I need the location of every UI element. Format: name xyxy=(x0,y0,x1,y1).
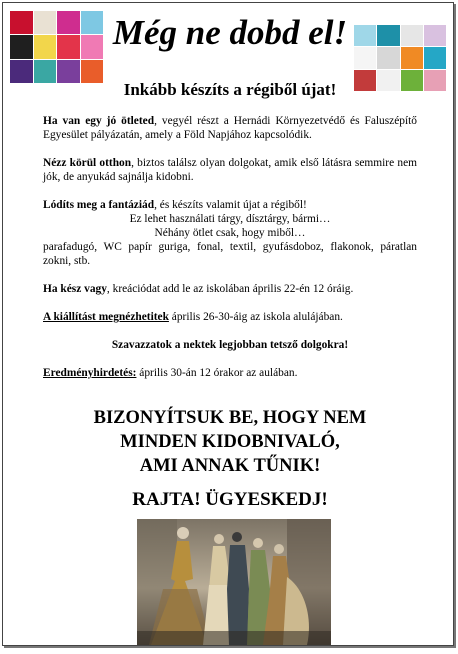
flyer-title: Még ne dobd el! xyxy=(112,13,348,52)
paragraph-materials-list: parafadugó, WC papír guriga, fonal, textil, gyufásdoboz, flakonok, páratlan zokni, stb. xyxy=(43,241,417,267)
left-photo-collage xyxy=(10,11,103,83)
collage-tile xyxy=(354,70,376,91)
paragraph-text: április 30-án 12 órakor az aulában. xyxy=(136,367,298,379)
paragraph-exhibition xyxy=(43,310,417,324)
collage-tile xyxy=(57,60,80,83)
collage-tile xyxy=(424,25,446,46)
collage-tile xyxy=(34,11,57,34)
paragraph-lead: Eredményhirdetés: xyxy=(43,367,137,379)
fashion-photo xyxy=(137,519,331,645)
call-to-action: RAJTA! ÜGYESKEDJ! xyxy=(132,489,328,510)
paragraph-results xyxy=(43,366,417,380)
paragraph-lead: A kiállítást megnézhetitek xyxy=(43,311,169,323)
collage-tile xyxy=(34,60,57,83)
paragraph-lead: Ha kész vagy xyxy=(43,283,107,295)
vote-text: Szavazzatok a nektek legjobban tetsző dolgokra! xyxy=(111,339,349,351)
collage-tile xyxy=(377,25,399,46)
collage-tile xyxy=(81,60,104,83)
collage-tile xyxy=(401,47,423,68)
flyer-subtitle: Inkább készíts a régiből újat! xyxy=(123,80,337,99)
collage-tile xyxy=(81,11,104,34)
slogan-line: AMI ANNAK TŰNIK! xyxy=(139,456,321,476)
slogan xyxy=(43,406,417,478)
paragraph-vote xyxy=(43,338,417,352)
collage-tile xyxy=(10,60,33,83)
collage-tile xyxy=(10,35,33,58)
flyer-page xyxy=(2,2,454,646)
collage-tile xyxy=(401,70,423,91)
collage-tile xyxy=(10,11,33,34)
paragraph-lead: Ha van egy jó ötleted xyxy=(43,115,155,127)
slogan-line: BIZONYÍTSUK BE, HOGY NEM xyxy=(93,408,367,428)
collage-tile xyxy=(354,25,376,46)
collage-tile xyxy=(354,47,376,68)
paragraph-idea xyxy=(43,114,417,142)
paragraph-fantasy xyxy=(43,198,417,212)
paragraph-text: , kreációdat add le az iskolában április 22-én 12 óráig. xyxy=(106,283,354,295)
collage-tile xyxy=(81,35,104,58)
collage-tile xyxy=(377,47,399,68)
paragraph-text: , biztos találsz olyan dolgokat, amik első látásra semmire nem jók, de anyukád sajnálja kidobni. xyxy=(43,157,417,183)
paragraph-examples-intro: Ez lehet használati tárgy, dísztárgy, bármi… xyxy=(129,213,331,225)
paragraph-look-around xyxy=(43,156,417,184)
collage-tile xyxy=(34,35,57,58)
paragraph-ideas-intro: Néhány ötlet csak, hogy miből… xyxy=(154,227,306,239)
collage-tile xyxy=(377,70,399,91)
paragraph-text: április 26-30-áig az iskola alulájában. xyxy=(168,311,343,323)
slogan-line: MINDEN KIDOBNIVALÓ, xyxy=(120,432,340,452)
paragraph-deadline xyxy=(43,282,417,296)
paragraph-text: , vegyél részt a Hernádi Környezetvédő és Faluszépítő Egyesület pályázatán, amely a Föld Napjához kapcsolódik. xyxy=(43,115,417,141)
right-photo-collage xyxy=(354,25,446,91)
collage-tile xyxy=(401,25,423,46)
collage-tile xyxy=(57,11,80,34)
paragraph-lead: Nézz körül otthon xyxy=(43,157,132,169)
paragraph-lead: Lódíts meg a fantáziád xyxy=(43,199,155,211)
flyer-body xyxy=(43,114,417,512)
fashion-mannequins-image xyxy=(137,519,331,645)
collage-tile xyxy=(57,35,80,58)
collage-tile xyxy=(424,70,446,91)
paragraph-text: , és készíts valamit újat a régiből! xyxy=(154,199,307,211)
collage-tile xyxy=(424,47,446,68)
